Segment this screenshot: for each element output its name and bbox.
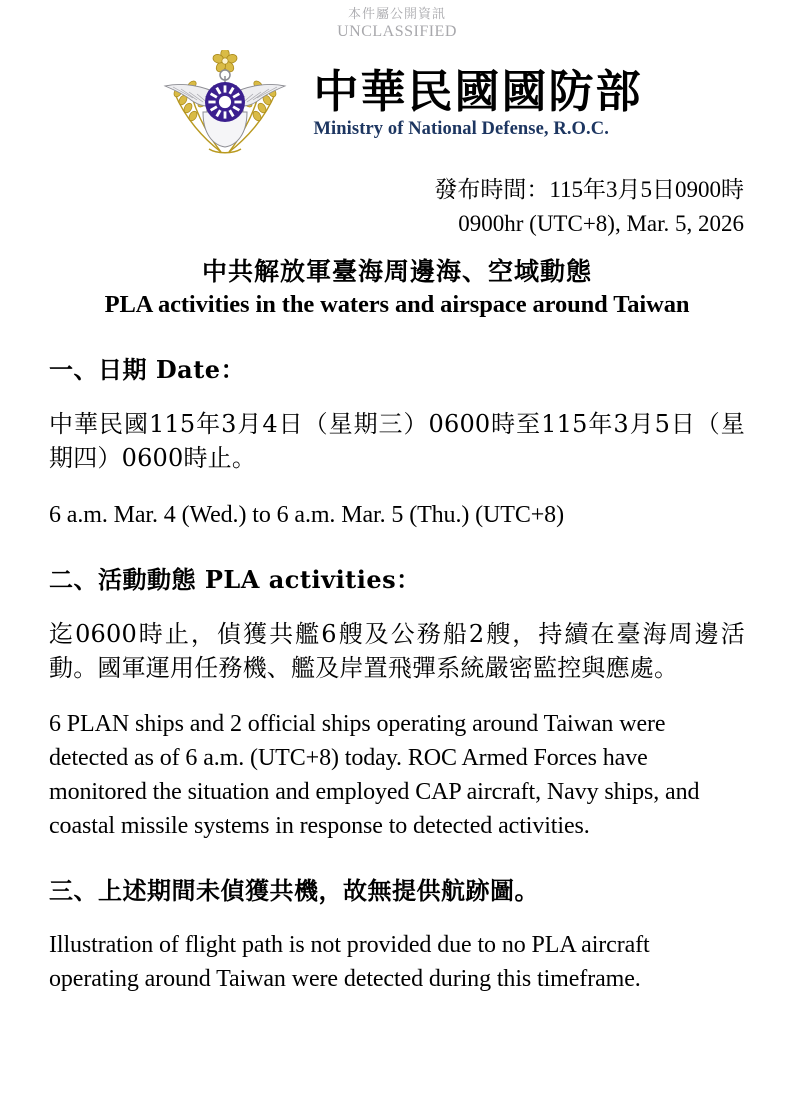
page-title (0, 256, 794, 320)
release-time-en: 0900hr (UTC+8), Mar. 5, 2026 (458, 210, 744, 236)
section-activities-body-zh: 迄0600時止，偵獲共艦6艘及公務船2艘，持續在臺海周邊活動。國軍運用任務機、艦及岸置飛彈系統嚴密監控與應處。 (49, 619, 745, 682)
page-title-en: PLA activities in the waters and airspace around Taiwan (104, 290, 690, 318)
masthead-text (313, 66, 642, 140)
document-body (49, 350, 745, 996)
section-no-flight-path-body-en: Illustration of flight path is not provided due to no PLA aircraft operating around Taiwan were detected during this timeframe. (49, 932, 650, 993)
section-date-body-en: 6 a.m. Mar. 4 (Wed.) to 6 a.m. Mar. 5 (Thu.) (UTC+8) (49, 501, 564, 528)
classification-label-en: UNCLASSIFIED (337, 22, 457, 40)
organization-name-en: Ministry of National Defense, R.O.C. (313, 119, 609, 140)
section-heading-no-flight-path: 三、上述期間未偵獲共機，故無提供航跡圖。 (49, 876, 539, 906)
classification-marking (0, 0, 794, 41)
page-title-zh: 中共解放軍臺海周邊海、空域動態 (201, 257, 592, 287)
classification-label-zh: 本件屬公開資訊 (347, 7, 446, 22)
section-heading-date: 一、日期 Date： (49, 355, 246, 385)
section-heading-activities: 二、活動動態 PLA activities： (49, 564, 421, 594)
organization-name-zh: 中華民國國防部 (313, 65, 643, 119)
release-time (0, 173, 794, 240)
release-time-zh: 發布時間：115年3月5日0900時 (434, 177, 744, 203)
section-date-body-zh: 中華民國115年3月4日（星期三）0600時至115年3月5日（星期四）0600時止。 (49, 410, 745, 473)
masthead (0, 49, 794, 157)
roc-mnd-emblem-icon (151, 50, 299, 156)
section-activities-body-en: 6 PLAN ships and 2 official ships operating around Taiwan were detected as of 6 a.m. (UTC+8) today. ROC Armed Forces have monitored the situation and employed CAP aircraft, Navy ships, and coastal missile systems in response to detected activities. (49, 710, 700, 839)
